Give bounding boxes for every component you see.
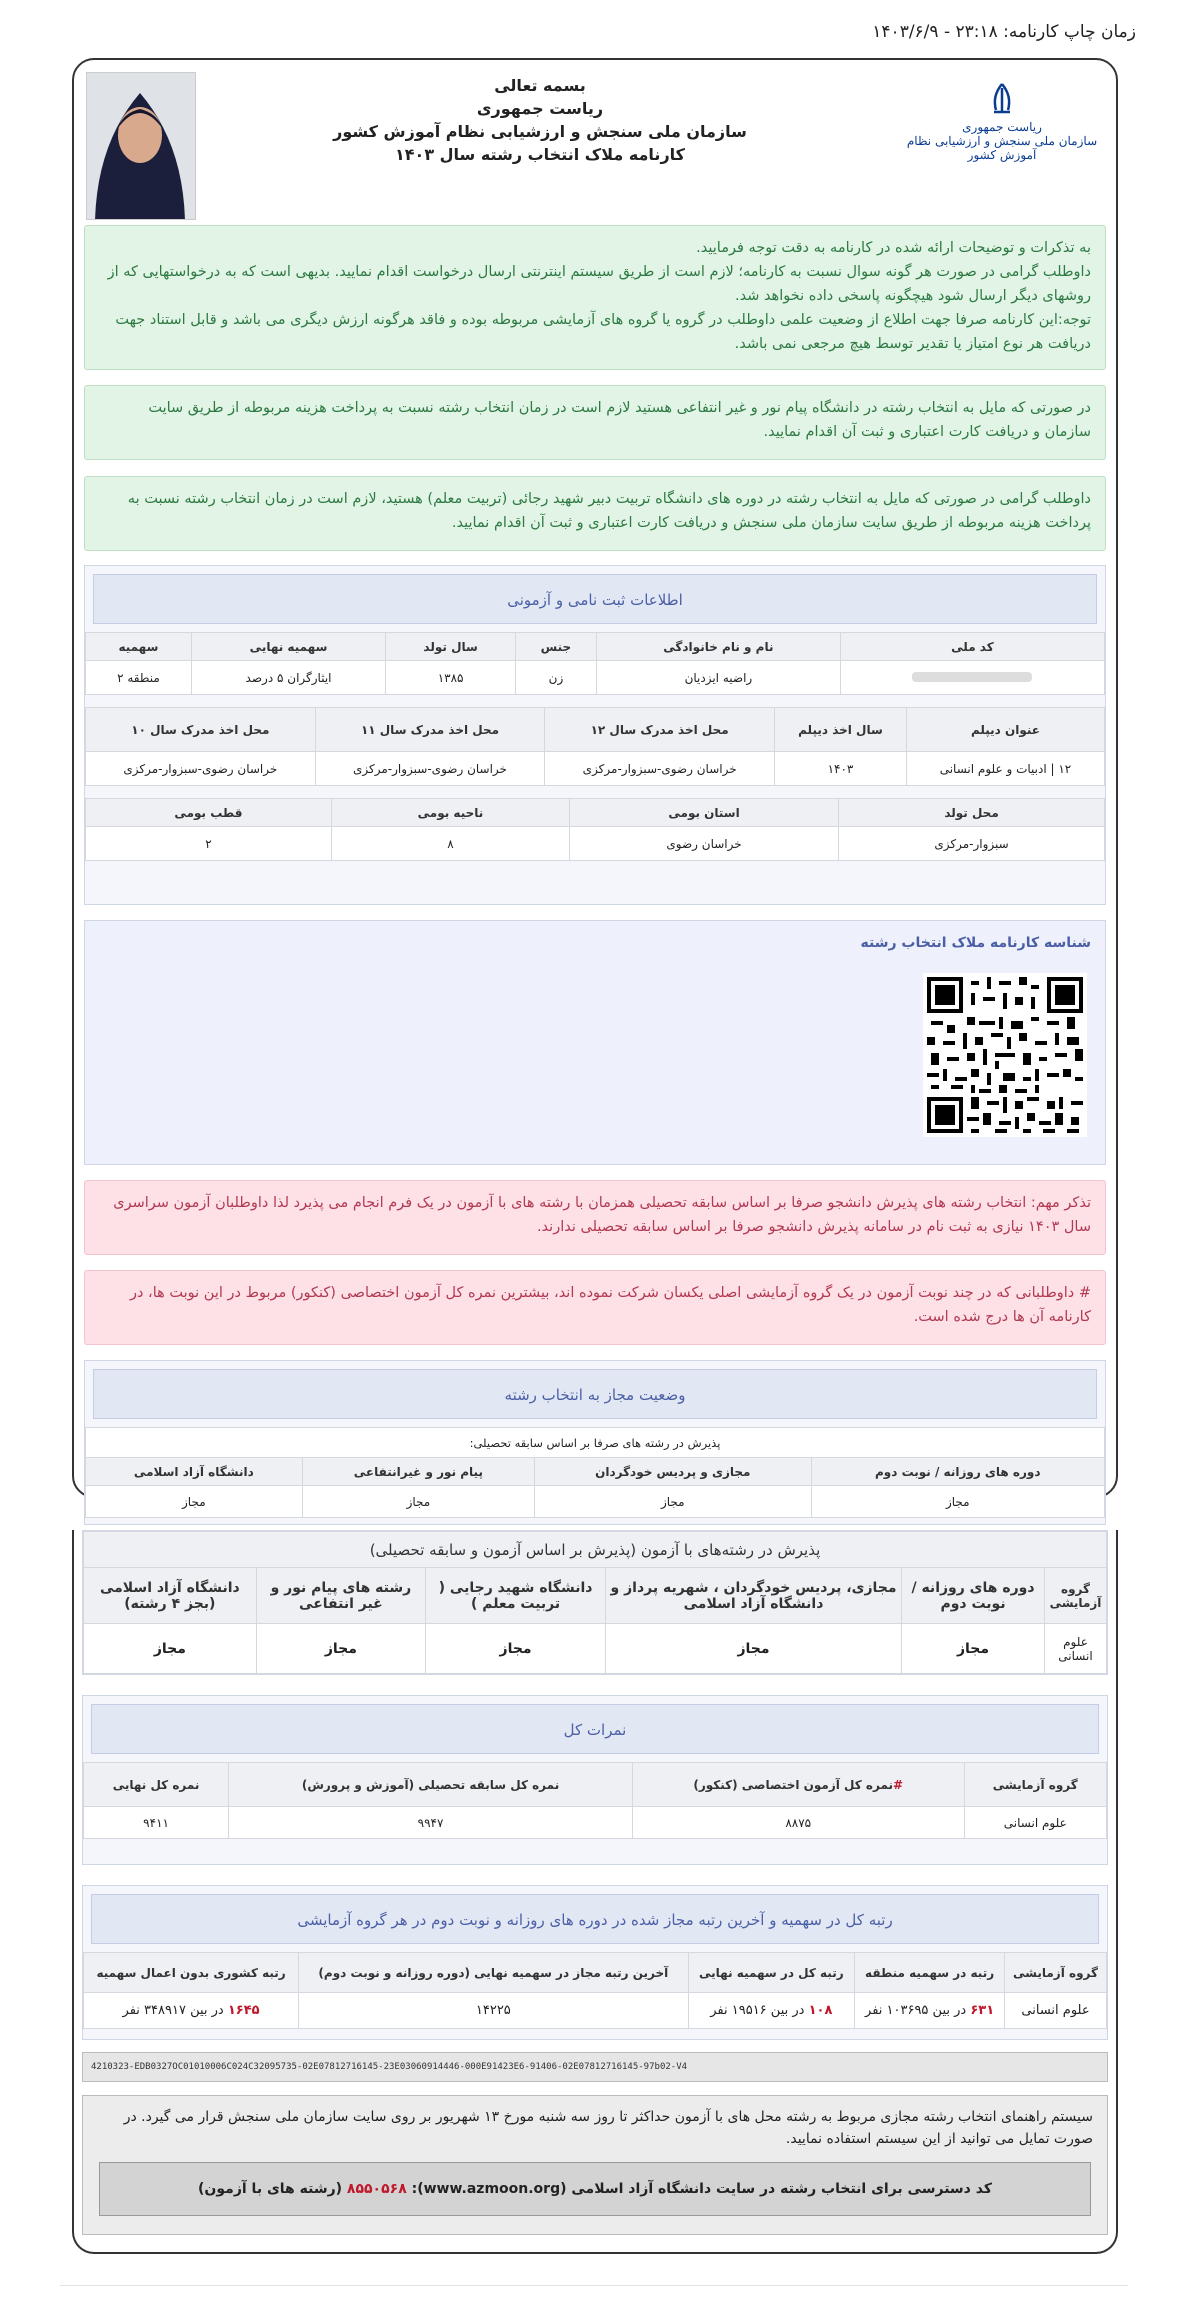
report-card-page1 [72,58,1118,1509]
col-exam-virtual: مجازی، پردیس خودگردان ، شهریه پرداز و دانشگاه آزاد اسلامی [606,1568,902,1624]
exam-daily-value: مجاز [902,1624,1045,1674]
exam-payamnoor-value: مجاز [256,1624,425,1674]
logo-line1: ریاست جمهوری [962,120,1042,134]
place-12-value: خراسان رضوی-سبزوار-مرکزی [545,752,775,786]
status-subtitle: پذیرش در رشته های صرفا بر اساس سابقه تحصیلی: [86,1428,1105,1458]
notice-hash: # داوطلبانی که در چند نوبت آزمون در یک گروه آزمایشی اصلی یکسان شرکت نموده اند، بیشترین نمره کل آزمون اختصاصی (کنکور) مربوط در این نوبت ها، در کارنامه آن ها درج شده است. [84,1270,1106,1345]
exam-rajaei-value: مجاز [426,1624,606,1674]
place-11-value: خراسان رضوی-سبزوار-مرکزی [315,752,545,786]
col-daily: دوره های روزانه / نوبت دوم [811,1458,1105,1486]
registration-table-1 [85,632,1105,695]
quota-value: منطقه ۲ [86,661,192,695]
col-final-quota: سهمیه نهایی [191,633,385,661]
rank-region-value [855,1993,1005,2029]
col-exam-payamnoor: رشته های پیام نور و غیر انتفاعی [256,1568,425,1624]
rank-final-number: ۱۰۸ [808,2003,833,2018]
score-exam-value: ۸۸۷۵ [632,1807,964,1839]
exam-acceptance-table [83,1531,1107,1674]
col-virtual: مجازی و پردیس خودگردان [535,1458,811,1486]
col-rank-country: رتبه کشوری بدون اعمال سهمیه [84,1953,299,1993]
rank-final-value [688,1993,855,2029]
col-quota: سهمیه [86,633,192,661]
col-exam-azad: دانشگاه آزاد اسلامی (بجز ۴ رشته) [84,1568,257,1624]
ranks-title: رتبه کل در سهمیه و آخرین رتبه مجاز شده در دوره های روزانه و نوبت دوم در هر گروه آزمایشی [91,1894,1099,1944]
emblem-icon [982,82,1022,116]
col-birth-year: سال تولد [386,633,516,661]
header [82,68,1108,218]
registration-table-3 [85,798,1105,861]
total-scores-title: نمرات کل [91,1704,1099,1754]
col-payamnoor: پیام نور و غیرانتفاعی [302,1458,534,1486]
col-exam-rajaei: دانشگاه شهید رجایی ( تربیت معلم ) [426,1568,606,1624]
native-province-value: خراسان رضوی [570,827,839,861]
header-line3: سازمان ملی سنجش و ارزشیابی نظام آموزش کشور [333,122,747,141]
name-value: راضیه ایزدیان [596,661,840,695]
col-native-pole: قطب بومی [86,799,332,827]
place-10-value: خراسان رضوی-سبزوار-مرکزی [86,752,316,786]
footer-text: سیستم راهنمای انتخاب رشته مجازی مربوط به رشته محل های با آزمون حداکثر تا روز سه شنبه مورخ ۱۳ شهریور بر روی سایت سازمان ملی سنجش قرار می گیرد. در صورت تمایل می توانید از این سیستم استفاده نمایید. [123,2109,1093,2147]
last-rank-value: ۱۴۲۲۵ [299,1993,688,2029]
redacted-block [912,672,1032,682]
notice-line2: داوطلب گرامی در صورت هر گونه سوال نسبت به کارنامه؛ لازم است از طریق سیستم اینترنتی ارسال درخواست اقدام نمایید. بدیهی است که به درخواستهایی که از روشهای دیگر ارسال شود هیچگونه پاسخی داده نخواهد شد. [107,264,1091,304]
native-pole-value: ۲ [86,827,332,861]
col-native-district: ناحیه بومی [331,799,569,827]
score-final-value: ۹۴۱۱ [84,1807,229,1839]
notice-general [84,225,1106,370]
exam-acceptance-section [82,1530,1108,1675]
rank-country-value [84,1993,299,2029]
total-scores-table [83,1762,1107,1839]
col-place-12: محل اخذ مدرک سال ۱۲ [545,708,775,752]
hash-code: 4210323-EDB0327OC01010006C024C32095735-02E07812716145-23E03060914446-000E91423E6-91406-02E07812716145-97b02-V4 [82,2052,1108,2082]
col-place-10: محل اخذ مدرک سال ۱۰ [86,708,316,752]
exam-virtual-value: مجاز [606,1624,902,1674]
col-birth-place: محل تولد [839,799,1105,827]
col-rank-region: رتبه در سهمیه منطقه [855,1953,1005,1993]
footer-section [82,2095,1108,2235]
col-score-record: نمره کل سابقه تحصیلی (آموزش و پرورش) [229,1763,633,1807]
col-rank-group: گروه آزمایشی [1005,1953,1107,1993]
page-divider [60,2285,1128,2286]
col-score-group: گروه آزمایشی [964,1763,1106,1807]
rank-country-total: در بین ۳۴۸۹۱۷ نفر [122,2003,224,2018]
rank-country-number: ۱۶۴۵ [227,2003,260,2018]
access-code-suffix: (رشته های با آزمون) [198,2181,343,2197]
col-place-11: محل اخذ مدرک سال ۱۱ [315,708,545,752]
total-scores-section [82,1695,1108,1865]
col-native-province: استان بومی [570,799,839,827]
col-exam-group: گروه آزمایشی [1045,1568,1107,1624]
rank-final-total: در بین ۱۹۵۱۶ نفر [710,2003,805,2018]
logo-line2: سازمان ملی سنجش و ارزشیابی نظام آموزش کشور [906,134,1098,162]
col-national-id: کد ملی [840,633,1104,661]
col-score-exam-label: نمره کل آزمون اختصاصی (کنکور) [693,1777,894,1792]
header-line1: بسمه تعالی [494,76,586,95]
col-azad: دانشگاه آزاد اسلامی [86,1458,303,1486]
registration-info-section [84,565,1106,905]
col-score-final: نمره کل نهایی [84,1763,229,1807]
diploma-year-value: ۱۴۰۳ [774,752,906,786]
rank-region-total: در بین ۱۰۳۶۹۵ نفر [865,2003,967,2018]
rank-region-number: ۶۳۱ [970,2003,995,2018]
print-time: زمان چاپ کارنامه: ۲۳:۱۸ - ۱۴۰۳/۶/۹ [872,22,1136,42]
payamnoor-status: مجاز [302,1486,534,1518]
gender-value: زن [515,661,596,695]
birth-year-value: ۱۳۸۵ [386,661,516,695]
selection-status-table [85,1427,1105,1518]
access-code-box [99,2162,1091,2216]
exam-acceptance-title: پذیرش در رشته‌های با آزمون (پذیرش بر اساس آزمون و سابقه تحصیلی) [84,1532,1107,1568]
ranks-section [82,1885,1108,2040]
col-score-exam [632,1763,964,1807]
notice-line1: به تذکرات و توضیحات ارائه شده در کارنامه به دقت توجه فرمایید. [696,240,1091,256]
hash-mark: # [893,1777,904,1792]
exam-azad-value: مجاز [84,1624,257,1674]
virtual-status: مجاز [535,1486,811,1518]
selection-status-title: وضعیت مجاز به انتخاب رشته [93,1369,1097,1419]
national-id-value [840,661,1104,695]
registration-table-2 [85,707,1105,786]
notice-rajaei: داوطلب گرامی در صورتی که مایل به انتخاب رشته در دوره های دانشگاه تربیت دبیر شهید رجائی (تربیت معلم) هستید، لازم است در زمان انتخاب رشته نسبت به پرداخت هزینه مربوطه از طریق سایت سازمان ملی سنجش و دریافت کارت اعتباری و ثبت آن اقدام نمایید. [84,476,1106,551]
rank-group-value: علوم انسانی [1005,1993,1107,2029]
col-last-rank: آخرین رتبه مجاز در سهمیه نهایی (دوره روزانه و نوبت دوم) [299,1953,688,1993]
report-card-page2 [72,1530,1118,2254]
access-code-label: کد دسترسی برای انتخاب رشته در سایت دانشگاه آزاد اسلامی (www.azmoon.org): [411,2181,992,2197]
col-exam-daily: دوره های روزانه / نوبت دوم [902,1568,1045,1624]
notice-line3: توجه:این کارنامه صرفا جهت اطلاع از وضعیت علمی داوطلب در گروه یا گروه های آزمایشی مربوطه بوده و فاقد هرگونه ارزش دیگری می باشد و قابل استناد جهت دریافت هر نوع امتیاز یا تقدیر توسط هیچ مرجعی نمی باشد. [115,312,1091,352]
qr-title: شناسه کارنامه ملاک انتخاب رشته [860,935,1091,951]
final-quota-value: ایثارگران ۵ درصد [191,661,385,695]
col-rank-final: رتبه کل در سهمیه نهایی [688,1953,855,1993]
access-code-value: ۸۵۵۰۵۶۸ [346,2181,407,2197]
header-title [232,74,848,166]
birth-place-value: سبزوار-مرکزی [839,827,1105,861]
col-name: نام و نام خانوادگی [596,633,840,661]
organization-logo [902,82,1102,162]
score-record-value: ۹۹۴۷ [229,1807,633,1839]
col-diploma-title: عنوان دیپلم [906,708,1104,752]
diploma-title-value: ۱۲ | ادبیات و علوم انسانی [906,752,1104,786]
exam-group-value: علوم انسانی [1045,1624,1107,1674]
native-district-value: ۸ [331,827,569,861]
score-group-value: علوم انسانی [964,1807,1106,1839]
qr-code-icon [923,973,1087,1137]
notice-payamnoor: در صورتی که مایل به انتخاب رشته در دانشگاه پیام نور و غیر انتفاعی هستید لازم است در زمان انتخاب رشته نسبت به پرداخت هزینه مربوطه از طریق سایت سازمان و دریافت کارت اعتباری و ثبت آن اقدام نمایید. [84,385,1106,460]
daily-status: مجاز [811,1486,1105,1518]
selection-status-section [84,1360,1106,1525]
qr-section [84,920,1106,1165]
azad-status: مجاز [86,1486,303,1518]
col-gender: جنس [515,633,596,661]
header-line4: کارنامه ملاک انتخاب رشته سال ۱۴۰۳ [395,145,685,164]
header-line2: ریاست جمهوری [476,99,604,118]
student-photo [86,72,196,220]
registration-info-title: اطلاعات ثبت نامی و آزمونی [93,574,1097,624]
col-diploma-year: سال اخذ دیپلم [774,708,906,752]
ranks-table [83,1952,1107,2029]
notice-important: تذکر مهم: انتخاب رشته های پذیرش دانشجو صرفا بر اساس سابقه تحصیلی همزمان با رشته های با آزمون در یک فرم انجام می پذیرد لذا داوطلبان آزمون سراسری سال ۱۴۰۳ نیازی به ثبت نام در سامانه پذیرش دانشجو صرفا بر اساس سابقه تحصیلی ندارند. [84,1180,1106,1255]
